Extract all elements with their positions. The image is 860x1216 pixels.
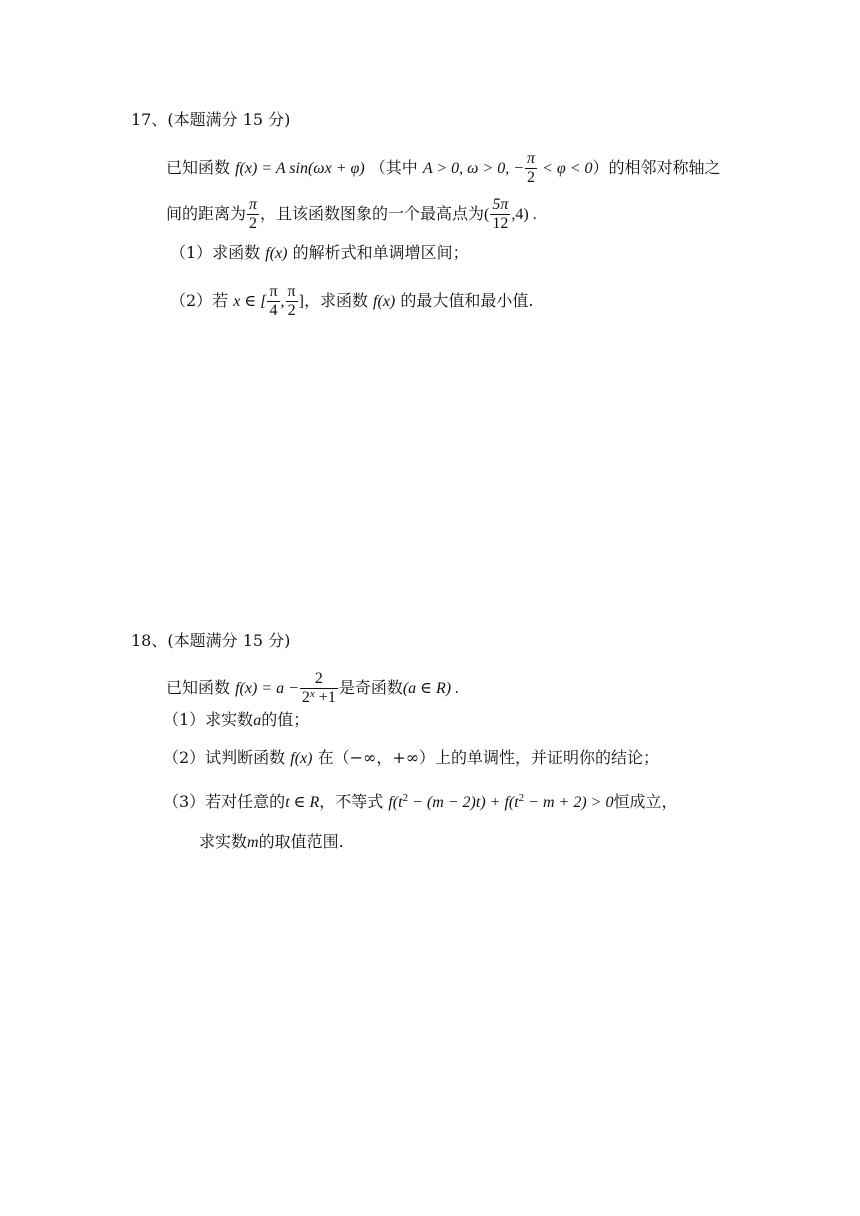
q17-point-close: ,4) . — [511, 206, 537, 223]
q17-cond: A > 0, ω > 0, − — [422, 160, 525, 177]
q17-p2-comma: , — [280, 293, 285, 310]
q18-p2-text: 在（−∞，+∞）上的单调性，并证明你的结论； — [317, 748, 660, 767]
q18-exp1: 2 — [402, 792, 409, 804]
q17-l2-mid: ，且该函数图象的一个最高点为 — [260, 204, 485, 223]
q17-part2 — [170, 283, 533, 320]
q17-cond2: < φ < 0 — [538, 160, 593, 177]
q18-p3b-m: m — [247, 834, 259, 851]
q17-frac-den: 2 — [527, 169, 536, 186]
q18-p3-inequality — [388, 794, 613, 811]
q17-l2-pre: 间的距离为 — [166, 204, 247, 223]
q17-p1-fx: f(x) — [265, 245, 288, 262]
q17-function-def: f(x) = A sin(ωx + φ) — [235, 160, 365, 177]
q17-p2-frac1-num: π — [269, 283, 278, 300]
q18-l1-pre: 已知函数 — [166, 678, 231, 697]
q18-den-rest: +1 — [314, 689, 336, 706]
q18-ineq-a: f(t — [388, 794, 403, 811]
q18-part3-cont — [199, 832, 344, 853]
q18-ineq-b: − (m − 2)t) + f(t — [408, 794, 519, 811]
q18-part3 — [163, 792, 677, 813]
q17-l2-frac-den: 2 — [249, 215, 258, 232]
q17-point-den: 12 — [492, 215, 509, 232]
q18-part2 — [163, 748, 659, 769]
q17-point-num: 5π — [492, 196, 509, 213]
q17-l1-post: ）的相邻对称轴之 — [592, 158, 721, 177]
q18-p3-text: 恒成立， — [613, 792, 678, 811]
q17-l2-frac-num: π — [249, 196, 258, 213]
q17-p1-label: （1）求函数 — [170, 243, 261, 262]
q17-p2-text: 的最大值和最小值. — [400, 291, 534, 310]
q17-fraction-point — [490, 196, 510, 233]
q17-p2-frac2-num: π — [287, 283, 296, 300]
q17-p2-label: （2）若 — [170, 291, 229, 310]
q18-p3-mid: ，不等式 — [319, 792, 384, 811]
q18-p2-fx: f(x) — [290, 750, 313, 767]
q17-p2-domain: x ∈ [ — [233, 293, 267, 310]
q18-p1-a: a — [253, 712, 262, 729]
q18-exp2: 2 — [518, 792, 525, 804]
q17-statement-line2 — [166, 196, 537, 233]
q18-p3-label: （3）若对任意的 — [163, 792, 286, 811]
q17-p2-frac-pi-4 — [267, 283, 279, 320]
q18-den-base: 2 — [301, 689, 310, 706]
q17-p2-fx: f(x) — [373, 293, 396, 310]
q18-frac-den — [300, 689, 338, 707]
q18-p1-label: （1）求实数 — [163, 710, 254, 729]
q17-fraction-pi-over-2 — [525, 150, 537, 187]
q18-l1-mid: 是奇函数 — [338, 678, 403, 697]
q18-function-def: f(x) = a − — [235, 680, 299, 697]
q17-header: 17、(本题满分 15 分) — [131, 110, 291, 129]
q18-p3b-text: 的取值范围. — [258, 832, 344, 851]
q17-point-open: ( — [484, 206, 490, 223]
q18-part1 — [163, 710, 309, 731]
q17-l1-pre: 已知函数 — [166, 158, 231, 177]
q18-p1-text: 的值； — [261, 710, 310, 729]
q17-p1-text: 的解析式和单调增区间； — [292, 243, 469, 262]
q17-frac-num: π — [527, 150, 536, 167]
q18-fraction — [300, 670, 338, 707]
q17-p2-frac2-den: 2 — [287, 302, 296, 319]
q18-l1-cond: (a ∈ R) . — [402, 680, 460, 697]
q17-p2-close: ] — [298, 293, 304, 310]
q17-p2-mid: ，求函数 — [303, 291, 368, 310]
q17-statement-line1 — [166, 150, 721, 187]
q18-p3b-pre: 求实数 — [199, 832, 248, 851]
q17-p2-frac1-den: 4 — [269, 302, 278, 319]
q18-den-exp: x — [309, 688, 315, 700]
q18-p2-label: （2）试判断函数 — [163, 748, 286, 767]
q17-fraction-distance — [247, 196, 259, 233]
q18-p3-t: t ∈ R — [285, 794, 320, 811]
q17-part1 — [170, 243, 469, 264]
q18-ineq-c: − m + 2) > 0 — [524, 794, 614, 811]
q18-header: 18、(本题满分 15 分) — [131, 631, 291, 650]
q18-statement — [166, 670, 459, 707]
q17-cond-pre: （其中 — [369, 158, 423, 177]
q18-frac-num: 2 — [300, 670, 338, 689]
q17-p2-frac-pi-2 — [286, 283, 298, 320]
